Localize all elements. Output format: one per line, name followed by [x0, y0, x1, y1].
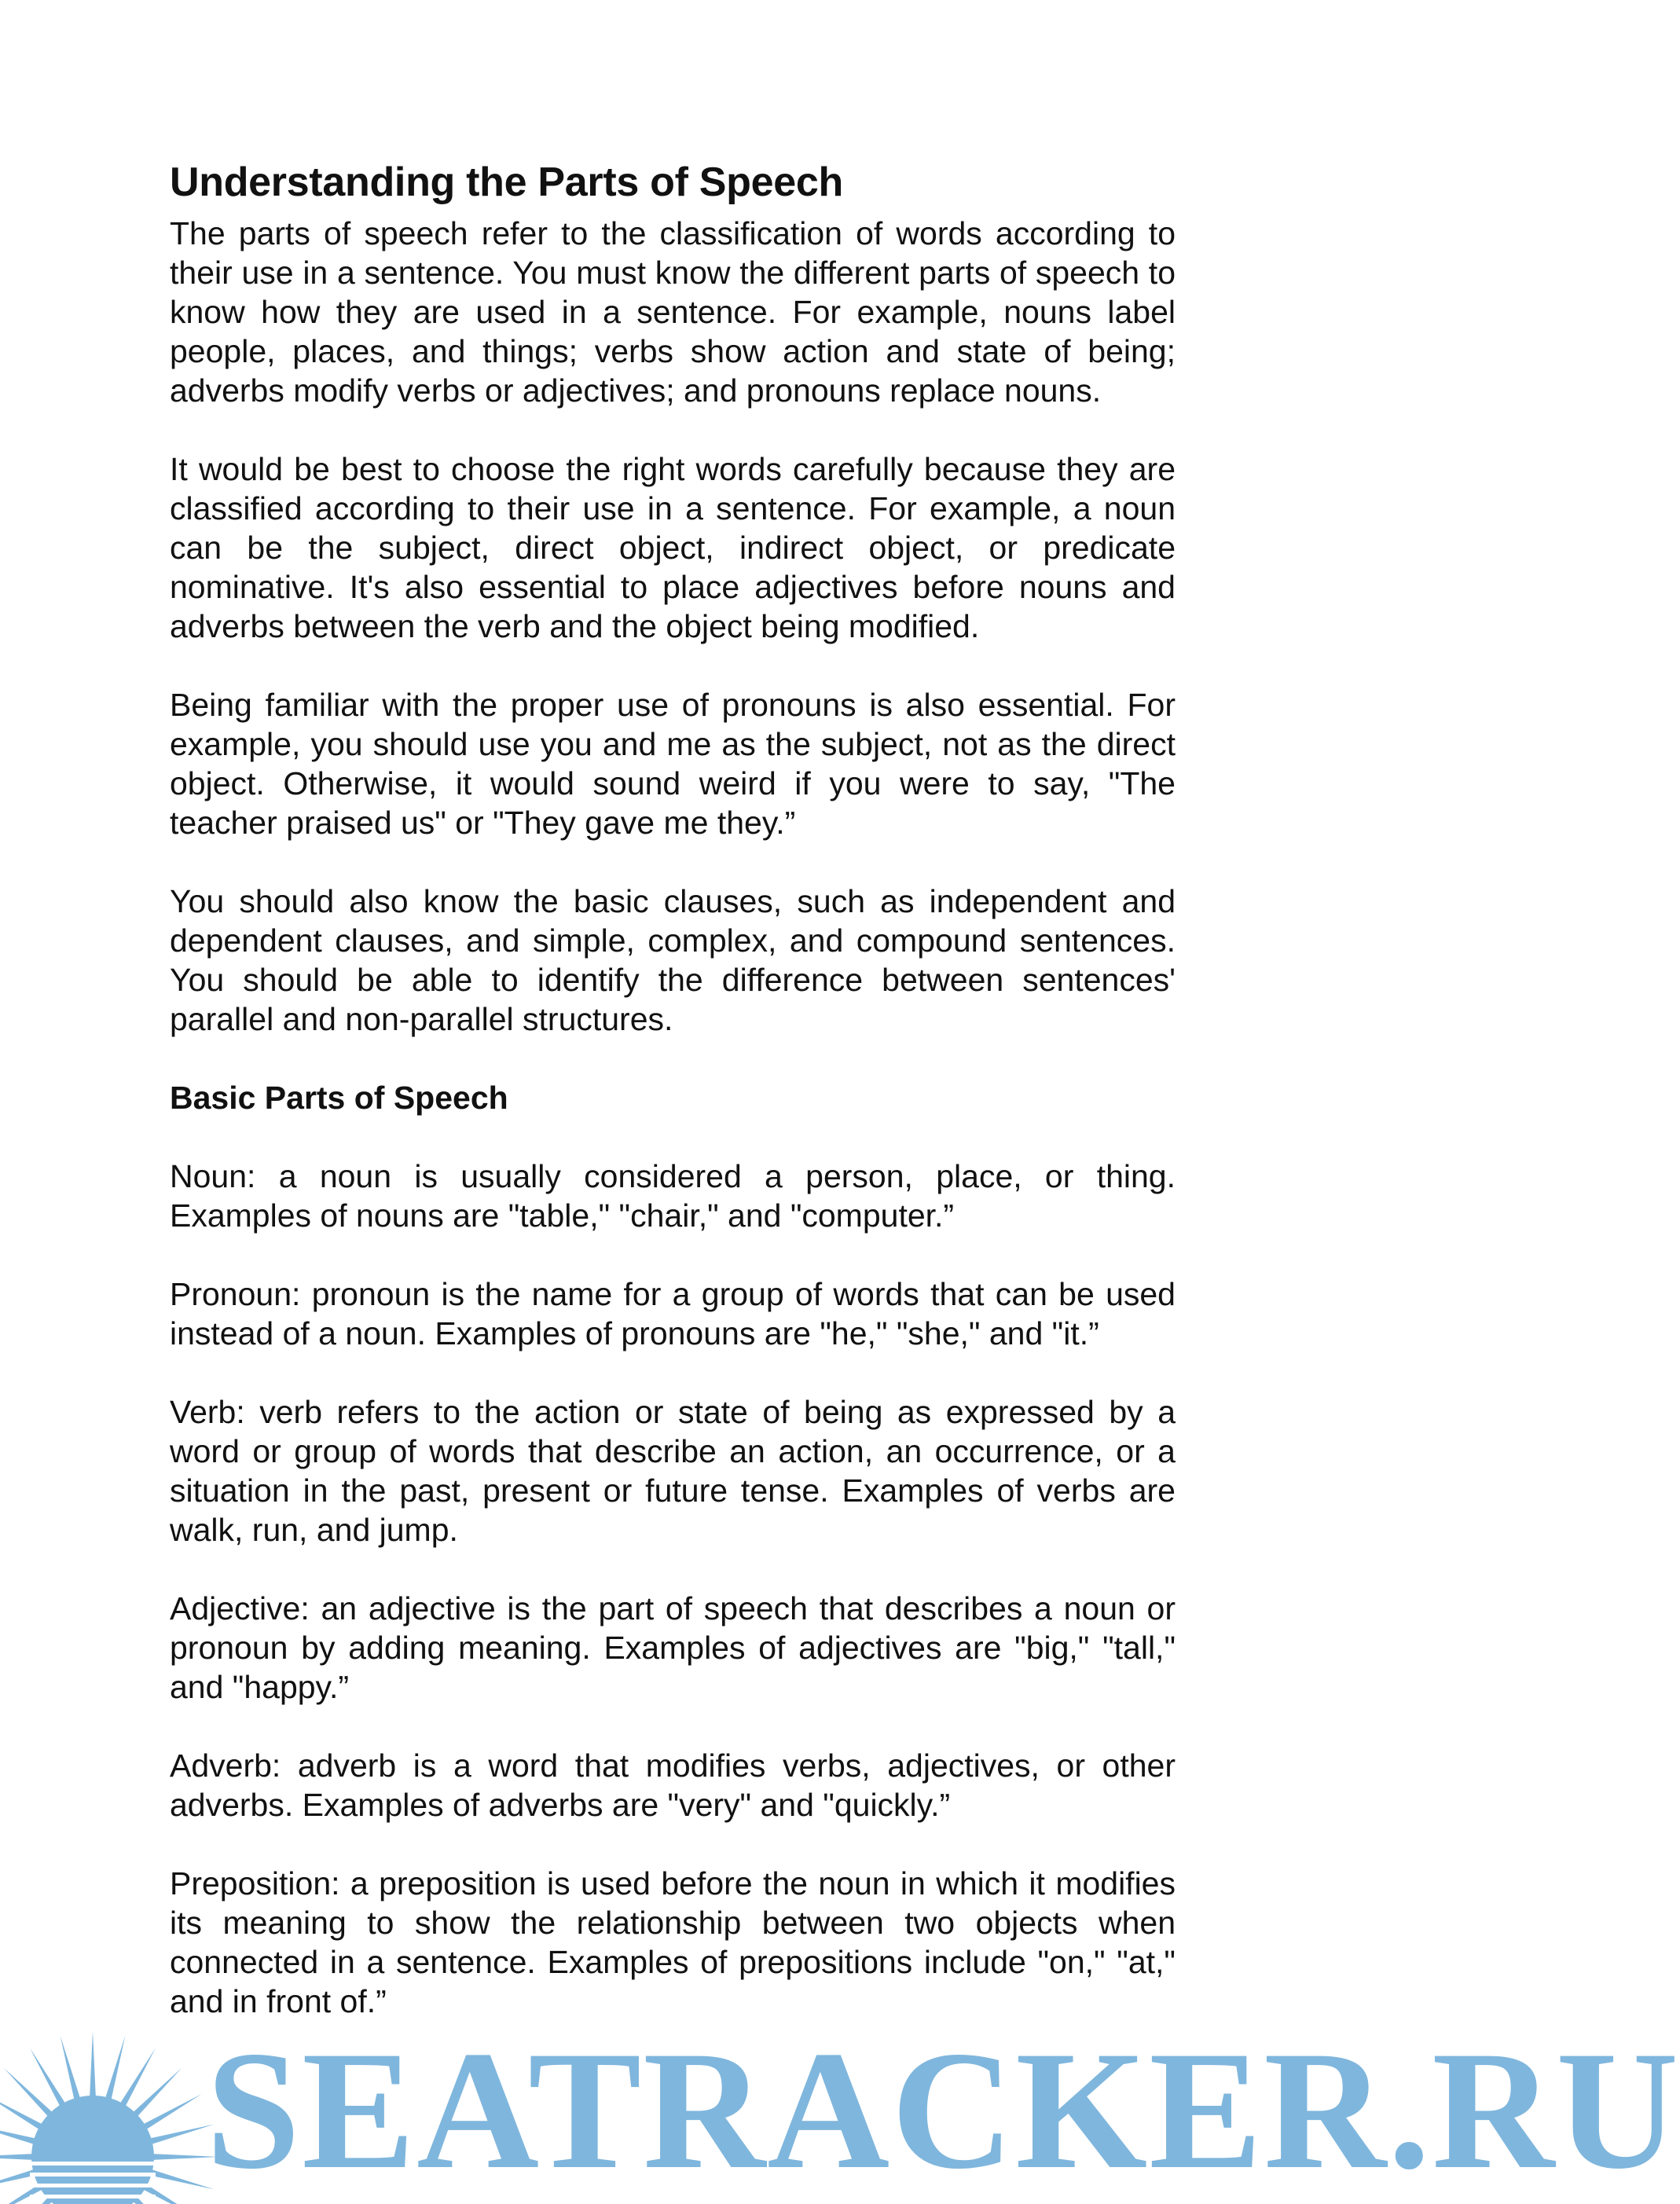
intro-paragraph-4: You should also know the basic clauses, such as independent and dependent clauses, and simple, complex, and compound sentences. You should be able to identify the difference between sentences' parallel and non-parallel structures. — [170, 883, 1176, 1037]
definition-adverb: Adverb: adverb is a word that modifies verbs, adjectives, or other adverbs. Examples of adverbs are "very" and "quickly.” — [170, 1747, 1176, 1823]
section-subheading: Basic Parts of Speech — [170, 1080, 508, 1116]
definition-adjective: Adjective: an adjective is the part of speech that describes a noun or pronoun by adding meaning. Examples of adjectives are "big," "tall," and "happy.” — [170, 1590, 1176, 1705]
watermark-text: SEATRACKER.RU — [206, 2016, 1680, 2204]
intro-paragraph-2: It would be best to choose the right words carefully because they are classified according to their use in a sentence. For example, a noun can be the subject, direct object, indirect object, or predicate nominative. It's also essential to place adjectives before nouns and adverbs between the verb and the object being modified. — [170, 451, 1176, 644]
definition-preposition: Preposition: a preposition is used before the noun in which it modifies its meaning to show the relationship between two objects when connected in a sentence. Examples of prepositions include "on," "at," and in front of.” — [170, 1865, 1176, 2019]
sun-icon — [0, 2031, 218, 2204]
definition-pronoun: Pronoun: pronoun is the name for a group of words that can be used instead of a noun. Examples of pronouns are "he," "she," and "it.” — [170, 1276, 1176, 1351]
sun-stripe — [30, 2184, 156, 2187]
intro-paragraph-1: The parts of speech refer to the classification of words according to their use in a sentence. You must know the different parts of speech to know how they are used in a sentence. For example, nouns label people, places, and things; verbs show action and state of being; adverbs modify verbs or adjectives; and pronouns replace nouns. — [170, 215, 1176, 409]
sun-stripe — [30, 2162, 156, 2165]
document-title: Understanding the Parts of Speech — [170, 160, 843, 205]
sun-stripe — [30, 2173, 156, 2176]
sun-stripe — [30, 2195, 156, 2198]
document-page — [170, 157, 1176, 2060]
intro-paragraph-3: Being familiar with the proper use of pronouns is also essential. For example, you should use you and me as the subject, not as the direct object. Otherwise, it would sound weird if you were to say, "The teacher praised us" or "They gave me they.” — [170, 687, 1176, 841]
definition-noun: Noun: a noun is usually considered a person, place, or thing. Examples of nouns are "table," "chair," and "computer.” — [170, 1158, 1176, 1234]
definition-verb: Verb: verb refers to the action or state of being as expressed by a word or group of words that describe an action, an occurrence, or a situation in the past, present or future tense. Examples of verbs are walk, run, and jump. — [170, 1394, 1176, 1548]
